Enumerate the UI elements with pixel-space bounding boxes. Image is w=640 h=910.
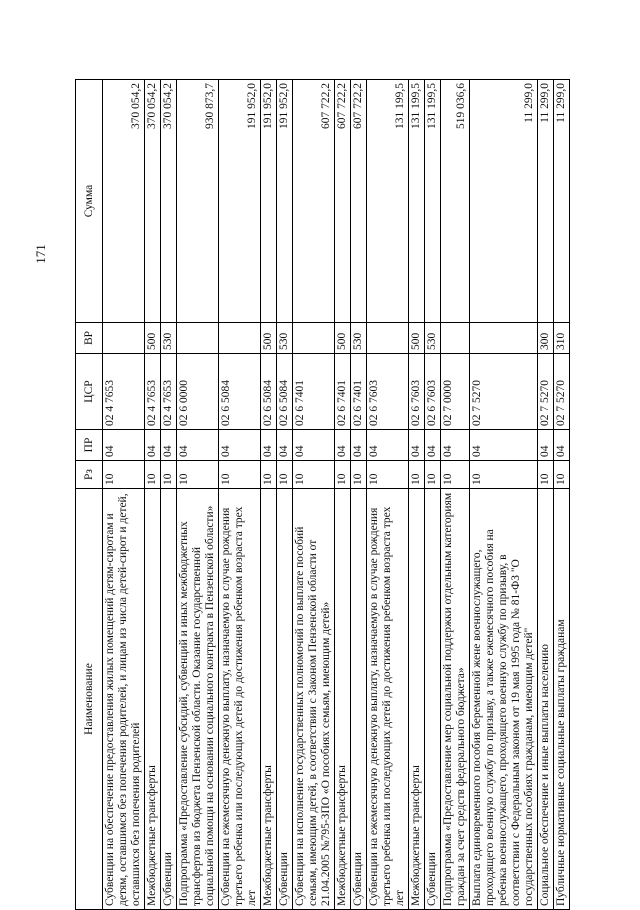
cell-sum: 11 299,0 (538, 80, 554, 323)
table-row (409, 80, 425, 910)
table-row (219, 80, 261, 910)
cell-rz: 10 (177, 461, 219, 489)
cell-sum: 131 199,5 (409, 80, 425, 323)
table-row (335, 80, 351, 910)
cell-csr: 02 6 7401 (351, 354, 367, 430)
header-csr: ЦСР (76, 354, 103, 430)
cell-sum: 370 054,2 (103, 80, 145, 323)
table-row (293, 80, 335, 910)
cell-sum: 370 054,2 (145, 80, 161, 323)
cell-pr: 04 (103, 430, 145, 461)
cell-name: Межбюджетные трансферты (145, 489, 161, 910)
cell-pr: 04 (261, 430, 277, 461)
cell-pr: 04 (351, 430, 367, 461)
cell-name: Субвенции (277, 489, 293, 910)
cell-pr: 04 (335, 430, 351, 461)
cell-sum: 607 722,2 (335, 80, 351, 323)
cell-name: Субвенции (351, 489, 367, 910)
cell-name: Субвенции на ежемесячную денежную выплату, назначаемую в случае рождения третьего ребенка или последующих детей до достижения ребенком возраста трех лет (367, 489, 409, 910)
cell-vr (219, 323, 261, 354)
cell-vr: 530 (161, 323, 177, 354)
cell-rz: 10 (335, 461, 351, 489)
cell-name: Межбюджетные трансферты (335, 489, 351, 910)
table-row (145, 80, 161, 910)
table-row (277, 80, 293, 910)
cell-csr: 02 6 5084 (277, 354, 293, 430)
cell-rz: 10 (161, 461, 177, 489)
cell-name: Межбюджетные трансферты (409, 489, 425, 910)
cell-rz: 10 (277, 461, 293, 489)
cell-vr: 310 (554, 323, 570, 354)
header-pr: ПР (76, 430, 103, 461)
cell-name: Субвенции (161, 489, 177, 910)
cell-name: Субвенции на обеспечение предоставления жилых помещений детям-сиротам и детям, оставшимся без попечения родителей, и лицам из числа детей-сирот и детей, оставшихся без попечения родителей (103, 489, 145, 910)
cell-rz: 10 (425, 461, 441, 489)
table-row (261, 80, 277, 910)
cell-name: Субвенции на исполнение государственных полномочий по выплате пособий семьям, имеющим детей, в соответствии с Законом Пензенской области от 21.04.2005 №795-ЗПО «О пособиях семьям, имеющим детей» (293, 489, 335, 910)
cell-rz: 10 (409, 461, 425, 489)
table-row (103, 80, 145, 910)
cell-csr: 02 6 5084 (261, 354, 277, 430)
cell-name: Субвенции на ежемесячную денежную выплату, назначаемую в случае рождения третьего ребенка или последующих детей до достижения ребенком возраста трех лет (219, 489, 261, 910)
cell-name: Социальное обеспечение и иные выплаты населению (538, 489, 554, 910)
cell-sum: 930 873,7 (177, 80, 219, 323)
cell-vr: 500 (409, 323, 425, 354)
cell-pr: 04 (277, 430, 293, 461)
cell-pr: 04 (409, 430, 425, 461)
cell-rz: 10 (103, 461, 145, 489)
cell-vr: 530 (425, 323, 441, 354)
cell-sum: 191 952,0 (261, 80, 277, 323)
cell-sum: 131 199,5 (367, 80, 409, 323)
cell-vr: 500 (261, 323, 277, 354)
cell-rz: 10 (293, 461, 335, 489)
cell-sum: 519 036,6 (441, 80, 470, 323)
cell-csr: 02 6 5084 (219, 354, 261, 430)
cell-sum: 131 199,5 (425, 80, 441, 323)
cell-name: Подпрограмма «Предоставление мер социальной поддержки отдельным категориям граждан за счет средств федерального бюджета» (441, 489, 470, 910)
cell-csr: 02 7 0000 (441, 354, 470, 430)
cell-csr: 02 6 7401 (293, 354, 335, 430)
cell-vr: 500 (145, 323, 161, 354)
cell-sum: 370 054,2 (161, 80, 177, 323)
cell-pr: 04 (293, 430, 335, 461)
cell-sum: 607 722,2 (351, 80, 367, 323)
cell-csr: 02 7 5270 (538, 354, 554, 430)
cell-csr: 02 6 7603 (409, 354, 425, 430)
cell-csr: 02 6 7603 (425, 354, 441, 430)
cell-csr: 02 6 0000 (177, 354, 219, 430)
cell-csr: 02 4 7653 (161, 354, 177, 430)
cell-csr: 02 6 7401 (335, 354, 351, 430)
cell-pr: 04 (161, 430, 177, 461)
cell-sum: 11 299,0 (554, 80, 570, 323)
cell-name: Межбюджетные трансферты (261, 489, 277, 910)
page-number: 171 (33, 244, 48, 264)
cell-vr: 530 (277, 323, 293, 354)
table-row (351, 80, 367, 910)
cell-rz: 10 (351, 461, 367, 489)
cell-rz: 10 (441, 461, 470, 489)
cell-csr: 02 4 7653 (103, 354, 145, 430)
cell-vr (367, 323, 409, 354)
table-body (103, 80, 570, 910)
cell-sum: 191 952,0 (277, 80, 293, 323)
table-row (441, 80, 470, 910)
header-rz: Рз (76, 461, 103, 489)
cell-pr: 04 (470, 430, 538, 461)
table-row (161, 80, 177, 910)
budget-table (75, 79, 570, 910)
cell-pr: 04 (145, 430, 161, 461)
cell-rz: 10 (145, 461, 161, 489)
cell-vr: 300 (538, 323, 554, 354)
cell-pr: 04 (538, 430, 554, 461)
cell-pr: 04 (177, 430, 219, 461)
cell-name: Публичные нормативные социальные выплаты гражданам (554, 489, 570, 910)
cell-csr: 02 7 5270 (470, 354, 538, 430)
cell-rz: 10 (538, 461, 554, 489)
cell-name: Подпрограмма «Предоставление субсидий, субвенций и иных межбюджетных трансфертов из бюджета Пензенской области. Оказание государственной социальной помощи на основании социального контракта в Пензенской области» (177, 489, 219, 910)
cell-rz: 10 (367, 461, 409, 489)
cell-sum: 607 722,2 (293, 80, 335, 323)
cell-vr (470, 323, 538, 354)
cell-vr (103, 323, 145, 354)
table-header-row (76, 80, 103, 910)
header-sum: Сумма (76, 80, 103, 323)
cell-csr: 02 7 5270 (554, 354, 570, 430)
table-row (425, 80, 441, 910)
cell-vr: 500 (335, 323, 351, 354)
table-row (554, 80, 570, 910)
cell-csr: 02 6 7603 (367, 354, 409, 430)
cell-name: Выплата единовременного пособия беременной жене военнослужащего, проходящего военную службу по призыву, а также ежемесячного пособия на ребенка военнослужащего, проходящего военную службу по призыву, в соответствии с Федеральным законом от 19 мая 1995 года № 81-ФЗ "О государственных пособиях гражданам, имеющим детей" (470, 489, 538, 910)
cell-pr: 04 (219, 430, 261, 461)
cell-rz: 10 (554, 461, 570, 489)
cell-sum: 191 952,0 (219, 80, 261, 323)
cell-vr (177, 323, 219, 354)
table-row (367, 80, 409, 910)
cell-name: Субвенции (425, 489, 441, 910)
table-row (470, 80, 538, 910)
header-vr: ВР (76, 323, 103, 354)
header-name: Наименование (76, 489, 103, 910)
cell-pr: 04 (425, 430, 441, 461)
cell-pr: 04 (441, 430, 470, 461)
cell-vr (441, 323, 470, 354)
cell-vr: 530 (351, 323, 367, 354)
table-row (177, 80, 219, 910)
cell-vr (293, 323, 335, 354)
cell-csr: 02 4 7653 (145, 354, 161, 430)
cell-pr: 04 (554, 430, 570, 461)
cell-rz: 10 (470, 461, 538, 489)
cell-pr: 04 (367, 430, 409, 461)
budget-table-rotated (75, 80, 567, 910)
table-row (538, 80, 554, 910)
cell-sum: 11 299,0 (470, 80, 538, 323)
cell-rz: 10 (261, 461, 277, 489)
cell-rz: 10 (219, 461, 261, 489)
